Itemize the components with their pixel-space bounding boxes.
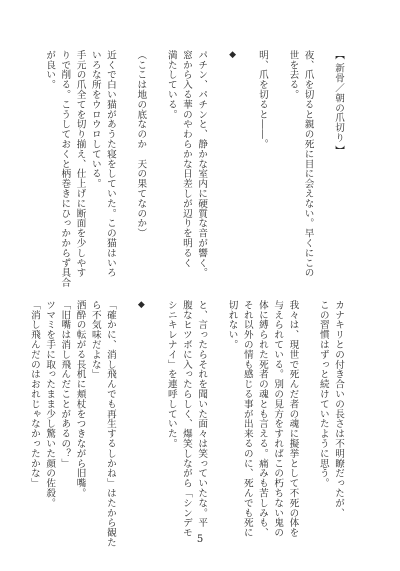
paragraph: 近くで白い猫があうた寝をしていた。この猫はいろ (104, 50, 116, 278)
paragraph: と、言ったらそれを聞いた面々は笑っていたな。平 (196, 300, 208, 528)
paragraph: 明、爪を切ると――。 (256, 50, 268, 149)
paragraph: 我々は、現世で死んだ者の魂に擬挙として不死の体を (287, 300, 299, 538)
paragraph: この習慣はずっと続けていたように思う。 (317, 300, 329, 489)
paragraph: 夜、爪を切ると親の死に目に会えない。早くにこの (302, 50, 314, 278)
diamond-divider: ◆ (136, 300, 147, 311)
narration-line: 洒酔の転がる長机に頬杖をつきながら旧嘴。 (74, 300, 86, 498)
page-number: 5 (196, 534, 204, 545)
diamond-divider: ◆ (227, 50, 238, 61)
dialogue-line: 「旧嘴は消し飛んだことがあるの？」 (59, 300, 71, 469)
paragraph: カナキリとの付き合いの長さは不明瞭だったが、 (333, 300, 344, 518)
lower-text-block (28, 300, 346, 548)
paragraph: 満たしている。 (165, 50, 177, 120)
section-title: 【 新骨／朝の爪切り 】 (333, 50, 344, 156)
dialogue-line: 「消し飛んだのはおれじゃなかったかな」 (28, 300, 40, 489)
paragraph: 手元の爪全てを切り揃え、仕上げに断面を少しやす (74, 50, 86, 278)
paragraph: 窓から入る華のやわらかな日差しが辺りを明るく (180, 50, 192, 268)
paragraph: 切れない。 (226, 300, 238, 350)
paragraph: が良い。 (44, 50, 56, 90)
paragraph: シニキレナイ」を連呼していた。 (165, 300, 177, 449)
paragraph: 与えられている。別の見方をすればこの朽ちない鬼の (272, 300, 284, 538)
paragraph: いろな所をウロウロしている。 (89, 50, 101, 189)
paragraph: 世を去る。 (287, 50, 299, 100)
dialogue-line: ら不気味だよな」 (89, 300, 101, 380)
paragraph: パチン、パチンと、静かな室内に硬質な音が響く。 (196, 50, 208, 278)
paragraph: 腹なヒツボに入ったらしく、爆笑しながら「シンデモ (180, 300, 192, 538)
paragraph: それ以外の情も感じる事が出来るのに、死んでも死に (241, 300, 253, 538)
paragraph: りで削る。こうしておくと柄巻きにひっかからず具合 (59, 50, 71, 288)
dialogue-line: 「確かに、消し飛んでも再生するしかね」はたから観た (104, 300, 116, 548)
narration-line: ツマミを手に取ったまま少し驚いた顔の佐殺。 (44, 300, 56, 508)
paragraph: 体に縛られた死者の魂とも言える。痛みも苦しみも、 (256, 300, 268, 538)
paragraph: （ここは地の底なのか 天の果てなのか） (135, 50, 147, 239)
